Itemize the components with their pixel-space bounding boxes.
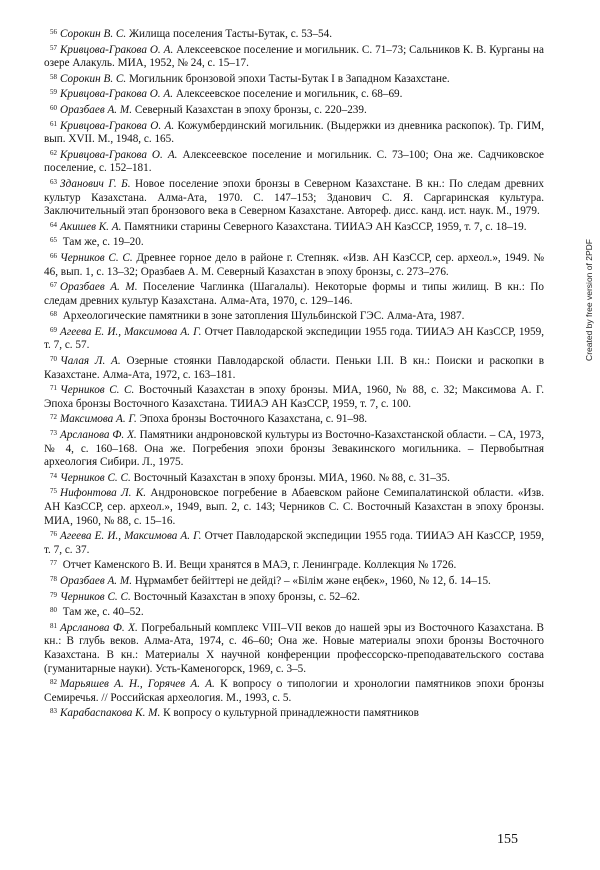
footnote-author: Карабаспакова К. М. bbox=[60, 707, 161, 720]
footnote-text: Восточный Казахстан в эпоху бронзы. МИА, 1960, № 88, с. 32; Максимова А. Г. Эпоха бронзы Восточного Казахстана. ТИИАЭ АН КазССР, 1959, т. 7, с. 100. bbox=[44, 384, 545, 410]
footnote bbox=[44, 176, 544, 219]
footnote bbox=[44, 528, 544, 557]
footnote bbox=[44, 411, 544, 427]
footnote bbox=[44, 147, 544, 176]
footnote-number: 73 bbox=[50, 429, 57, 438]
footnote-text: Погребальный комплекс VIII–VII веков до нашей эры из Восточного Казахстана. В кн.: В глубь веков. Алма-Ата, 1974, с. 46–60; Она же. Новые материалы эпохи бронзы Восточного Казахстана. В кн.: Материалы X научной конференции профессорско-преподавательского состава (гуманитарные науки). Усть-Каменогорск, 1969, с. 3–5. bbox=[44, 621, 545, 675]
footnote bbox=[44, 382, 544, 411]
footnote-number: 77 bbox=[50, 559, 57, 568]
footnote-author: Сорокин В. С. bbox=[60, 28, 127, 40]
footnote bbox=[44, 470, 544, 486]
footnote-text: Восточный Казахстан в эпоху бронзы. МИА, 1960. № 88, с. 31–35. bbox=[133, 471, 450, 484]
footnote bbox=[44, 86, 544, 102]
footnote-text: Нұрмамбет бейіттері не дейді? – «Білім және еңбек», 1960, № 12, б. 14–15. bbox=[134, 574, 491, 587]
footnote-author: Черников С. С. bbox=[60, 384, 135, 397]
footnote-number: 82 bbox=[50, 678, 57, 687]
footnote-number: 75 bbox=[50, 487, 57, 496]
footnote bbox=[44, 589, 544, 605]
footnote-text: Памятники старины Северного Казахстана. ТИИАЭ АН КазССР, 1959, т. 7, с. 18–19. bbox=[124, 220, 527, 233]
footnote-number: 67 bbox=[50, 281, 57, 290]
footnote-number: 64 bbox=[50, 220, 57, 229]
footnote-author: Черников С. С. bbox=[60, 471, 131, 484]
watermark-text: Created by free version of 2PDF bbox=[584, 239, 594, 361]
footnote bbox=[44, 353, 544, 382]
footnote-author: Сорокин В. С. bbox=[60, 72, 127, 85]
footnote-text: Алексеевское поселение и могильник, с. 68–69. bbox=[175, 88, 403, 101]
footnote-text: Эпоха бронзы Восточного Казахстана, с. 91–98. bbox=[139, 413, 368, 426]
footnote-text: Новое поселение эпохи бронзы в Северном Казахстане. В кн.: По следам древних культур Казахстана. Алма-Ата, 1970. С. 147–153; Зданович С. Я. Саргаринская культура. Заключительный этап бронзового века в Северном Казахстане. Автореф. дисс. канд. ист. наук. М., 1979. bbox=[44, 177, 545, 218]
footnote-text: Кожумбердинский могильник. (Выдержки из дневника раскопок). Тр. ГИМ, вып. XVII. М., 1948, с. 165. bbox=[44, 119, 545, 146]
footnote-number: 83 bbox=[50, 707, 57, 716]
footnote bbox=[44, 573, 544, 589]
footnote-text: Там же, с. 19–20. bbox=[62, 236, 144, 249]
footnote-author: Агеева Е. И., Максимова А. Г. bbox=[60, 530, 202, 543]
footnote-text: Там же, с. 40–52. bbox=[62, 606, 144, 619]
footnote-text: Древнее горное дело в районе г. Степняк. «Изв. АН КазССР, сер. археол.», 1949. № 46, вып. 1, с. 13–32; Оразбаев А. М. Северный Казахстан в эпоху бронзы, с. 273–276. bbox=[44, 251, 545, 278]
footnote-text: Отчет Павлодарской экспедиции 1955 года. ТИИАЭ АН КазССР, 1959, т. 7, с. 57. bbox=[44, 325, 545, 352]
footnote-text: К вопросу о культурной принадлежности памятников bbox=[163, 707, 419, 720]
footnote-number: 79 bbox=[50, 590, 57, 599]
footnote-author: Арсланова Ф. Х. bbox=[60, 621, 138, 634]
footnote bbox=[44, 620, 544, 676]
footnote bbox=[44, 42, 544, 71]
footnote-author: Оразбаев А. М. bbox=[60, 574, 133, 587]
footnote-text: Жилища поселения Тасты-Бутак, с. 53–54. bbox=[128, 28, 333, 40]
footnote bbox=[44, 250, 544, 279]
footnote-author: Акишев К. А. bbox=[60, 220, 122, 233]
footnote bbox=[44, 427, 544, 470]
footnote bbox=[44, 71, 544, 87]
footnote-author: Черников С. С. bbox=[60, 251, 133, 264]
footnote-text: Поселение Чаглинка (Шагалалы). Некоторые формы и типы жилищ. В кн.: По следам древних культур Казахстана. Алма-Ата, 1970, с. 129–146. bbox=[44, 281, 545, 307]
footnote-number: 66 bbox=[50, 251, 57, 260]
footnote-text: Северный Казахстан в эпоху бронзы, с. 220–239. bbox=[134, 103, 367, 116]
footnote bbox=[44, 485, 544, 528]
footnote-author: Чалая Л. А. bbox=[60, 355, 121, 368]
footnote-author: Кривцова-Гракова О. А. bbox=[60, 43, 174, 56]
footnote bbox=[44, 279, 544, 308]
footnote-author: Максимова А. Г. bbox=[60, 413, 137, 426]
footnote-text: Отчет Павлодарской экспедиции 1955 года. ТИИАЭ АН КазССР, 1959, т. 7, с. 37. bbox=[44, 530, 545, 556]
footnote-number: 81 bbox=[50, 621, 57, 630]
footnote bbox=[44, 557, 544, 573]
footnote bbox=[44, 219, 544, 235]
footnote-text: Алексеевское поселение и могильник. С. 71–73; Сальников К. В. Курганы на озере Алакуль. МИА, 1952, № 24, с. 15–17. bbox=[44, 43, 544, 70]
footnote-text: Археологические памятники в зоне затопления Шульбинской ГЭС. Алма-Ата, 1987. bbox=[62, 310, 465, 323]
footnote bbox=[44, 118, 544, 147]
footnote-author: Оразбаев А. М. bbox=[60, 103, 133, 116]
footnote bbox=[44, 26, 544, 42]
footnote bbox=[44, 234, 544, 250]
footnote-number: 59 bbox=[50, 88, 57, 97]
footnote-author: Зданович Г. Б. bbox=[60, 177, 131, 190]
footnote-text: Памятники андроновской культуры из Восточно-Казахстанской области. – СА, 1973, № 4, с. 160–168. Она же. Погребения эпохи бронзы Зевакинского могильника. – Первобытная археология Сибири. Л., 1975. bbox=[44, 429, 545, 469]
footnote-number: 71 bbox=[50, 384, 57, 393]
footnote-number: 72 bbox=[50, 413, 57, 422]
footnote bbox=[44, 676, 544, 705]
footnote-author: Кривцова-Гракова О. А. bbox=[60, 148, 178, 161]
footnote-text: Озерные стоянки Павлодарской области. Пеньки I.II. В кн.: Поиски и раскопки в Казахстане. Алма-Ата, 1972, с. 163–181. bbox=[44, 355, 545, 381]
footnote bbox=[44, 308, 544, 324]
footnote-number: 56 bbox=[50, 28, 57, 36]
footnotes-list bbox=[44, 26, 544, 721]
footnote-number: 62 bbox=[50, 148, 57, 157]
footnote-text: Отчет Каменского В. И. Вещи хранятся в МАЭ, г. Ленинграде. Коллекция № 1726. bbox=[62, 559, 457, 572]
footnote-number: 65 bbox=[50, 236, 57, 245]
footnote-number: 78 bbox=[50, 574, 57, 583]
footnote-text: Могильник бронзовой эпохи Тасты-Бутак I в Западном Казахстане. bbox=[128, 72, 450, 85]
footnote-text: Андроновское погребение в Абаевском районе Семипалатинской области. «Изв. АН КазССР, сер. археол.», 1949, вып. 2, с. 143; Черников С. С. Восточный Казахстан в эпоху бронзы. МИА, 1960, № 88, с. 15–16. bbox=[44, 487, 544, 527]
footnote-number: 63 bbox=[50, 177, 57, 186]
footnote-text: К вопросу о типологии и хронологии памятников эпохи бронзы Семиречья. // Российская археология. М., 1993, с. 5. bbox=[44, 678, 545, 704]
footnote-author: Оразбаев А. М. bbox=[60, 281, 138, 294]
footnote-number: 57 bbox=[50, 43, 57, 52]
footnote-number: 70 bbox=[50, 355, 57, 364]
footnote-text: Восточный Казахстан в эпоху бронзы, с. 52–62. bbox=[133, 590, 360, 603]
footnote-author: Кривцова-Гракова О. А. bbox=[60, 88, 174, 101]
footnote-author: Нифонтова Л. К. bbox=[60, 487, 146, 500]
footnote-number: 61 bbox=[50, 119, 57, 128]
footnote bbox=[44, 324, 544, 353]
footnote-author: Черников С. С. bbox=[60, 590, 131, 603]
footnote bbox=[44, 705, 544, 721]
page-number: 155 bbox=[497, 832, 518, 847]
footnote-author: Кривцова-Гракова О. А. bbox=[60, 119, 175, 132]
footnote-number: 76 bbox=[50, 530, 57, 539]
footnote bbox=[44, 102, 544, 118]
footnote-number: 68 bbox=[50, 310, 57, 319]
footnote-number: 80 bbox=[50, 606, 57, 615]
footnote-number: 69 bbox=[50, 325, 57, 334]
footnote-text: Алексеевское поселение и могильник. С. 73–100; Она же. Садчиковское поселение, с. 152–181. bbox=[44, 148, 545, 175]
footnote-author: Арсланова Ф. Х. bbox=[60, 429, 137, 442]
footnote-number: 58 bbox=[50, 72, 57, 81]
footnote bbox=[44, 604, 544, 620]
footnote-number: 74 bbox=[50, 471, 57, 480]
footnote-author: Марьяшев А. Н., Горячев А. А. bbox=[60, 678, 215, 691]
footnote-number: 60 bbox=[50, 103, 57, 112]
footnote-author: Агеева Е. И., Максимова А. Г. bbox=[60, 325, 202, 338]
